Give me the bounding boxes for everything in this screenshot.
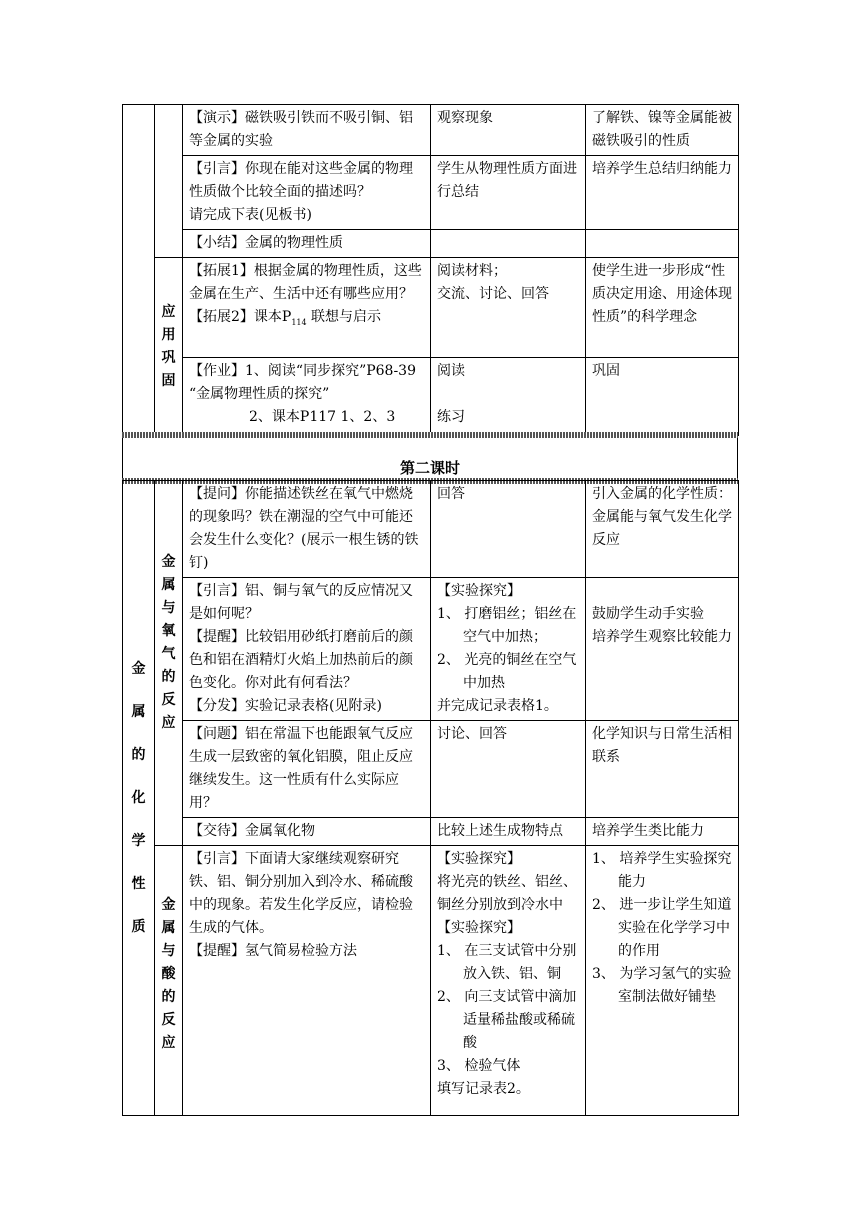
sub-label-cell: [155, 105, 183, 258]
section-label-oxygen: 金 属 与 氧 气 的 反 应: [155, 481, 183, 846]
cell-student: 【实验探究】 1、 打磨铝丝；铝丝在空气中加热； 2、 光亮的铜丝在空气中加热 并完成记录表格1。: [431, 578, 586, 721]
cell-activity: 【演示】磁铁吸引铁而不吸引铜、铝等金属的实验: [183, 105, 431, 156]
cell-student: 【实验探究】 将光亮的铁丝、铝丝、铜丝分别放到冷水中 【实验探究】 1、 在三支试管中分别放入铁、铝、铜 2、 向三支试管中滴加适量稀盐酸或稀硫酸 3、 检验气体 填写记录表2。: [431, 846, 586, 1116]
section-label-apply: 应 用 巩 固: [155, 258, 183, 436]
cell-activity: 【拓展1】根据金属的物理性质，这些金属在生产、生活中还有哪些应用？ 【拓展2】课本$P_{114}$ 联想与启示: [183, 258, 431, 358]
section-label-acid: 金 属 与 酸 的 反 应: [155, 846, 183, 1116]
cell-student: 比较上述生成物特点: [431, 818, 586, 846]
cell-goal: 1、 培养学生实验探究能力 2、 进一步让学生知道实验在化学学习中的作用 3、 为学习氢气的实验室制法做好铺垫: [586, 846, 739, 1116]
cell-activity: 【引言】铝、铜与氧气的反应情况又是如何呢？ 【提醒】比较铝用砂纸打磨前后的颜色和铝在酒精灯火焰上加热前后的颜色变化。你对此有何看法？ 【分发】实验记录表格(见附录): [183, 578, 431, 721]
cell-activity: 【引言】你现在能对这些金属的物理性质做个比较全面的描述吗？ 请完成下表(见板书): [183, 156, 431, 230]
cell-activity: 【提问】你能描述铁丝在氧气中燃烧的现象吗？铁在潮湿的空气中可能还会发生什么变化？(展示一根生锈的铁钉): [183, 481, 431, 578]
cell-student: [431, 230, 586, 258]
lesson-table-part1: [122, 104, 739, 436]
cell-student: 阅读 练习: [431, 358, 586, 436]
cell-goal: 巩固: [586, 358, 739, 436]
cell-activity: 【交待】金属氧化物: [183, 818, 431, 846]
cell-activity: 【问题】铝在常温下也能跟氧气反应生成一层致密的氧化铝膜，阻止反应继续发生。这一性质有什么实际应用？: [183, 721, 431, 818]
cell-student: 观察现象: [431, 105, 586, 156]
cell-goal: 了解铁、镍等金属能被磁铁吸引的性质: [586, 105, 739, 156]
cell-goal: 培养学生总结归纳能力: [586, 156, 739, 230]
cell-student: 回答: [431, 481, 586, 578]
cell-goal: 培养学生类比能力: [586, 818, 739, 846]
cell-student: 阅读材料； 交流、讨论、回答: [431, 258, 586, 358]
cell-activity: 【作业】1、阅读“同步探究”P68-39 “金属物理性质的探究” 2、课本P117 1、2、3: [183, 358, 431, 436]
cell-goal: 鼓励学生动手实验 培养学生观察比较能力: [586, 578, 739, 721]
cell-goal: 引入金属的化学性质：金属能与氧气发生化学反应: [586, 481, 739, 578]
lesson-table-part2: [122, 480, 739, 1116]
cell-goal: [586, 230, 739, 258]
section-label-chem: 金 属 的 化 学 性 质: [123, 481, 155, 1116]
cell-activity: 【小结】金属的物理性质: [183, 230, 431, 258]
cell-student: 学生从物理性质方面进行总结: [431, 156, 586, 230]
outer-label-cell: [123, 105, 155, 436]
lesson-banner: 第二课时: [122, 438, 738, 480]
cell-student: 讨论、回答: [431, 721, 586, 818]
cell-activity: 【引言】下面请大家继续观察研究铁、铝、铜分别加入到冷水、稀硫酸中的现象。若发生化学反应，请检验生成的气体。 【提醒】氢气简易检验方法: [183, 846, 431, 1116]
cell-goal: 使学生进一步形成“性质决定用途、用途体现性质”的科学理念: [586, 258, 739, 358]
cell-goal: 化学知识与日常生活相联系: [586, 721, 739, 818]
